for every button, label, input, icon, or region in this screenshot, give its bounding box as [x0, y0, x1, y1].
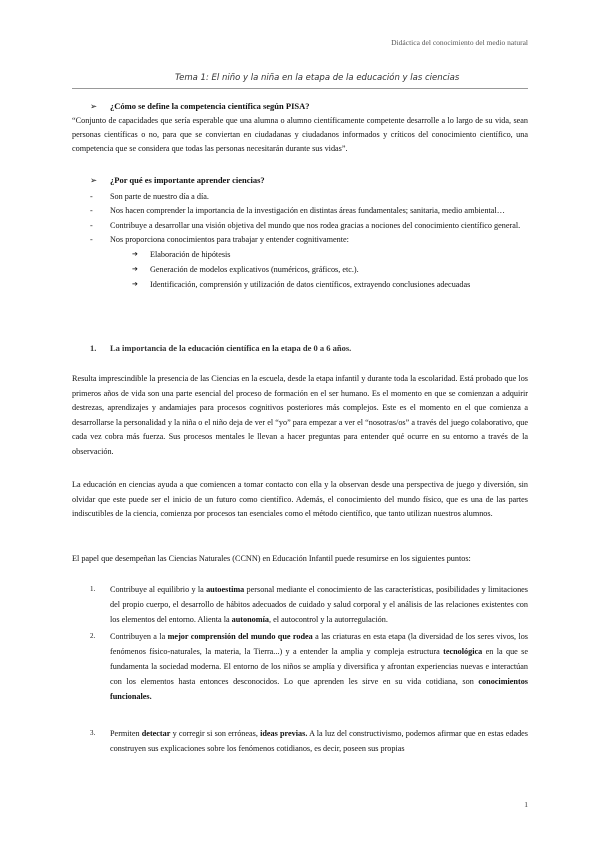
- topic-subtitle: Tema 1: El niño y la niña en la etapa de la educación y las ciencias: [175, 73, 460, 83]
- list-item: 1. Contribuye al equilibrio y la autoestima personal mediante el conocimiento de las características, posibilidades y limitaciones del propio cuerpo, el desarrollo de hábitos adecuados de cuidado y salud corporal y el análisis de las relaciones existentes con los elementos del entorno. Alienta la autonomía, el autocontrol y la autorregulación.: [90, 585, 528, 624]
- list-item: - Contribuye a desarrollar una visión objetiva del mundo que nos rodea gracias a nociones del conocimiento científico general.: [90, 220, 521, 230]
- question-why-title: ¿Por qué es importante aprender ciencias?: [110, 175, 265, 185]
- header-divider: [72, 88, 528, 89]
- paragraph-2: La educación en ciencias ayuda a que comiencen a tomar contacto con ella y la observan desde una perspectiva de juego y diversión, sin olvidar que este puede ser el inicio de un futuro como científico. Además, el conocimiento del mundo físico, que es una de las partes indiscutibles de la ciencia, comienza por procesos tan esenciales como el método científico, que tanto utilizan nuestros alumnos.: [72, 480, 528, 519]
- cognitive-sublist: [132, 247, 528, 292]
- question-pisa-title: ¿Cómo se define la competencia científica según PISA?: [110, 101, 310, 111]
- sublist-item: ➔ Elaboración de hipótesis: [132, 247, 528, 262]
- sublist-item: ➔ Identificación, comprensión y utilización de datos científicos, extrayendo conclusiones adecuadas: [132, 277, 528, 292]
- arrow-right-icon: ➔: [132, 280, 138, 289]
- sublist-item: ➔ Generación de modelos explicativos (numéricos, gráficos, etc.).: [132, 262, 528, 277]
- list-item: - Nos hacen comprender la importancia de la investigación en distintas áreas fundamentales; sanitaria, medio ambiental…: [90, 206, 505, 216]
- arrow-right-icon: ➔: [132, 250, 138, 259]
- ccnn-points-list: [90, 582, 528, 756]
- reasons-list: [72, 190, 528, 292]
- question-why-heading: [90, 175, 265, 186]
- list-item: 3. Permiten detectar y corregir si son erróneas, ideas previas. A la luz del constructivismo, podemos afirmar que en estas edades construyen sus explicaciones sobre los fenómenos cotidianos, es decir, poseen sus propias: [90, 729, 528, 753]
- arrow-bullet-icon: ➢: [90, 175, 98, 185]
- page-number: 1: [524, 800, 528, 809]
- list-item: - Son parte de nuestro día a día.: [90, 192, 209, 201]
- paragraph-1: Resulta imprescindible la presencia de las Ciencias en la escuela, desde la etapa infantil y durante toda la escolaridad. Está probado que los primeros años de vida son una parte esencial del proceso de formación en el ser humano. Es el momento en que se comienzan a adquirir destrezas, aprendizajes y andamiajes para procesos cognitivos posteriores más complejos. Este es el momento en el que comienza a desarrollarse la personalidad y la niña o el niño deja de ver el “yo” para empezar a ver el “nosotras/os” a través del juego colaborativo, que cada vez cobra más fuerza. Sus procesos mentales le llevan a hacer preguntas para entender qué ocurre en su entorno a través de la observación.: [72, 374, 528, 456]
- arrow-bullet-icon: ➢: [90, 101, 98, 111]
- running-header: Didáctica del conocimiento del medio natural: [391, 38, 528, 47]
- paragraph-3: El papel que desempeñan las Ciencias Naturales (CCNN) en Educación Infantil puede resumirse en los siguientes puntos:: [72, 554, 471, 563]
- arrow-right-icon: ➔: [132, 265, 138, 274]
- question-pisa-heading: [90, 101, 310, 112]
- pisa-definition: “Conjunto de capacidades que sería esperable que una alumna o alumno científicamente competente desarrolle a lo largo de su vida, sean personas científicas o no, para que se conviertan en ciudadanas y ciudadanos informados y críticos del conocimiento científico, una competencia que se considera que todas las personas necesitarán durante sus vidas”.: [72, 116, 528, 153]
- list-item: - Nos proporciona conocimientos para trabajar y entender cognitivamente:: [90, 234, 349, 244]
- section-heading: 1. La importancia de la educación científica en la etapa de 0 a 6 años.: [90, 343, 352, 353]
- list-item: 2. Contribuyen a la mejor comprensión del mundo que rodea a las criaturas en esta etapa (la diversidad de los seres vivos, los fenómenos físico-naturales, la materia, la Tierra...) y a entender la amplia y compleja estructura tecnológica en la que se fundamenta la sociedad moderna. El entorno de los niños se amplía y diversifica y afrontan experiencias nuevas e interactúan con los elementos hasta entonces desconocidos. Lo que aprenden les sirve en su vida cotidiana, son conocimientos funcionales.: [90, 632, 529, 701]
